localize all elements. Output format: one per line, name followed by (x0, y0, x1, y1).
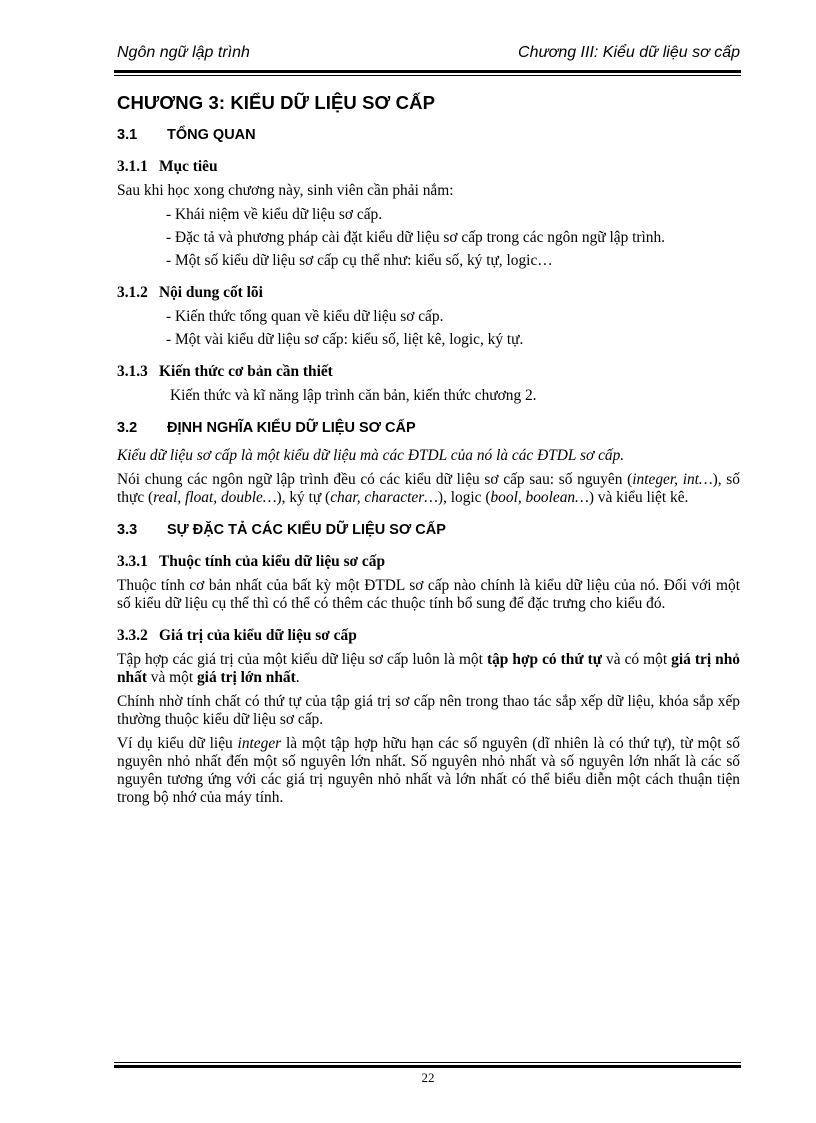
text-run-italic: integer (237, 735, 282, 752)
chapter-title: CHƯƠNG 3: KIỂU DỮ LIỆU SƠ CẤP (117, 92, 436, 113)
header-chapter-title: Chương III: Kiểu dữ liệu sơ cấp (518, 44, 740, 61)
section-number: 3.2 (117, 420, 138, 436)
text-run-bold: giá trị lớn nhất (196, 669, 296, 686)
text-run: và một (146, 669, 197, 686)
definition-paragraph: Kiểu dữ liệu sơ cấp là một kiểu dữ liệu mà các ĐTDL của nó là các ĐTDL sơ cấp. (117, 447, 625, 464)
page-header (117, 44, 740, 68)
text-run: Ví dụ kiểu dữ liệu (117, 735, 238, 752)
section-number: 3.1 (117, 127, 138, 143)
paragraph (117, 471, 740, 507)
section-3-2-heading (117, 419, 740, 437)
text-run: ) và kiểu liệt kê. (588, 489, 689, 506)
text-run-bold: giá trị nhỏ nhất (117, 651, 740, 686)
header-rule-thick (114, 70, 741, 73)
list-item: - Đặc tả và phương pháp cài đặt kiểu dữ liệu sơ cấp trong các ngôn ngữ lập trình. (166, 229, 666, 246)
list-item: - Kiến thức tổng quan về kiểu dữ liệu sơ cấp. (166, 308, 444, 325)
section-title: Nội dung cốt lõi (159, 284, 263, 301)
footer-rule-thin (114, 1062, 741, 1063)
list-item: - Khái niệm về kiểu dữ liệu sơ cấp. (166, 206, 383, 223)
page-content (117, 92, 740, 813)
paragraph: Chính nhờ tính chất có thứ tự của tập giá trị sơ cấp nên trong thao tác sắp xếp dữ liệu, khóa sắp xếp thường thuộc kiểu dữ liệu sơ cấp. (117, 693, 740, 728)
text-run: là một tập hợp hữu hạn các số nguyên (dĩ nhiên là có thứ tự), từ một số nguyên nhỏ nhất đến một số nguyên lớn nhất. Số nguyên nhỏ nhất và số nguyên lớn nhất là các số nguyên tương ứng với các giá trị nguyên nhỏ nhất và lớn nhất có thể biểu diễn một cách thuận tiện trong bộ nhớ của máy tính. (117, 735, 740, 806)
header-rule-thin (114, 75, 741, 76)
list-item: - Một số kiểu dữ liệu sơ cấp cụ thể như: kiểu số, ký tự, logic… (166, 252, 553, 269)
header-book-title: Ngôn ngữ lập trình (117, 44, 250, 61)
list-item: - Một vài kiểu dữ liệu sơ cấp: kiểu số, liệt kê, logic, ký tự. (166, 331, 524, 348)
text-run: ), ký tự ( (276, 489, 331, 506)
text-run-bold: tập hợp có thứ tự (486, 651, 602, 668)
text-run: ), logic ( (437, 489, 491, 506)
section-title: Mục tiêu (159, 158, 218, 175)
text-run-italic: integer, int… (632, 471, 713, 488)
paragraph (117, 651, 740, 687)
text-run-italic: real, float, double… (153, 489, 277, 506)
section-number: 3.3.2 (117, 627, 148, 644)
section-title: TỔNG QUAN (167, 127, 256, 143)
footer-rule-thick (114, 1065, 741, 1068)
section-3-1-1-heading (117, 158, 740, 176)
page-number: 22 (421, 1070, 435, 1085)
paragraph (117, 735, 740, 807)
section-title: SỰ ĐẶC TẢ CÁC KIỂU DỮ LIỆU SƠ CẤP (167, 522, 446, 538)
section-3-1-2-heading (117, 284, 740, 302)
text-run: và có một (601, 651, 672, 668)
text-run: ), số thực ( (117, 471, 740, 506)
section-3-3-2-heading (117, 627, 740, 645)
text-run: . (295, 669, 300, 686)
section-3-1-3-heading (117, 363, 740, 381)
section-number: 3.1.2 (117, 284, 148, 301)
paragraph: Sau khi học xong chương này, sinh viên cần phải nắm: (117, 182, 454, 199)
paragraph: Thuộc tính cơ bản nhất của bất kỳ một ĐTDL sơ cấp nào chính là kiểu dữ liệu của nó. Đối với một số kiểu dữ liệu cụ thể thì có thể có thêm các thuộc tính bổ sung để đặc trưng cho kiểu đó. (117, 577, 740, 612)
section-title: Thuộc tính của kiểu dữ liệu sơ cấp (159, 553, 386, 570)
section-title: ĐỊNH NGHĨA KIỂU DỮ LIỆU SƠ CẤP (167, 420, 416, 436)
section-3-1-heading (117, 126, 740, 144)
text-run-italic: bool, boolean… (490, 489, 589, 506)
text-run: Tập hợp các giá trị của một kiểu dữ liệu sơ cấp luôn là một (117, 651, 487, 668)
section-3-3-1-heading (117, 553, 740, 571)
section-number: 3.1.1 (117, 158, 148, 175)
section-title: Giá trị của kiểu dữ liệu sơ cấp (159, 627, 357, 644)
section-number: 3.3 (117, 522, 138, 538)
paragraph: Kiến thức và kĩ năng lập trình căn bản, kiến thức chương 2. (170, 387, 537, 404)
section-number: 3.1.3 (117, 363, 148, 380)
text-run: Nói chung các ngôn ngữ lập trình đều có các kiểu dữ liệu sơ cấp sau: số nguyên ( (117, 471, 633, 488)
section-3-3-heading (117, 521, 740, 539)
section-number: 3.3.1 (117, 553, 148, 570)
section-title: Kiến thức cơ bản cần thiết (159, 363, 333, 380)
text-run-italic: char, character… (330, 489, 438, 506)
